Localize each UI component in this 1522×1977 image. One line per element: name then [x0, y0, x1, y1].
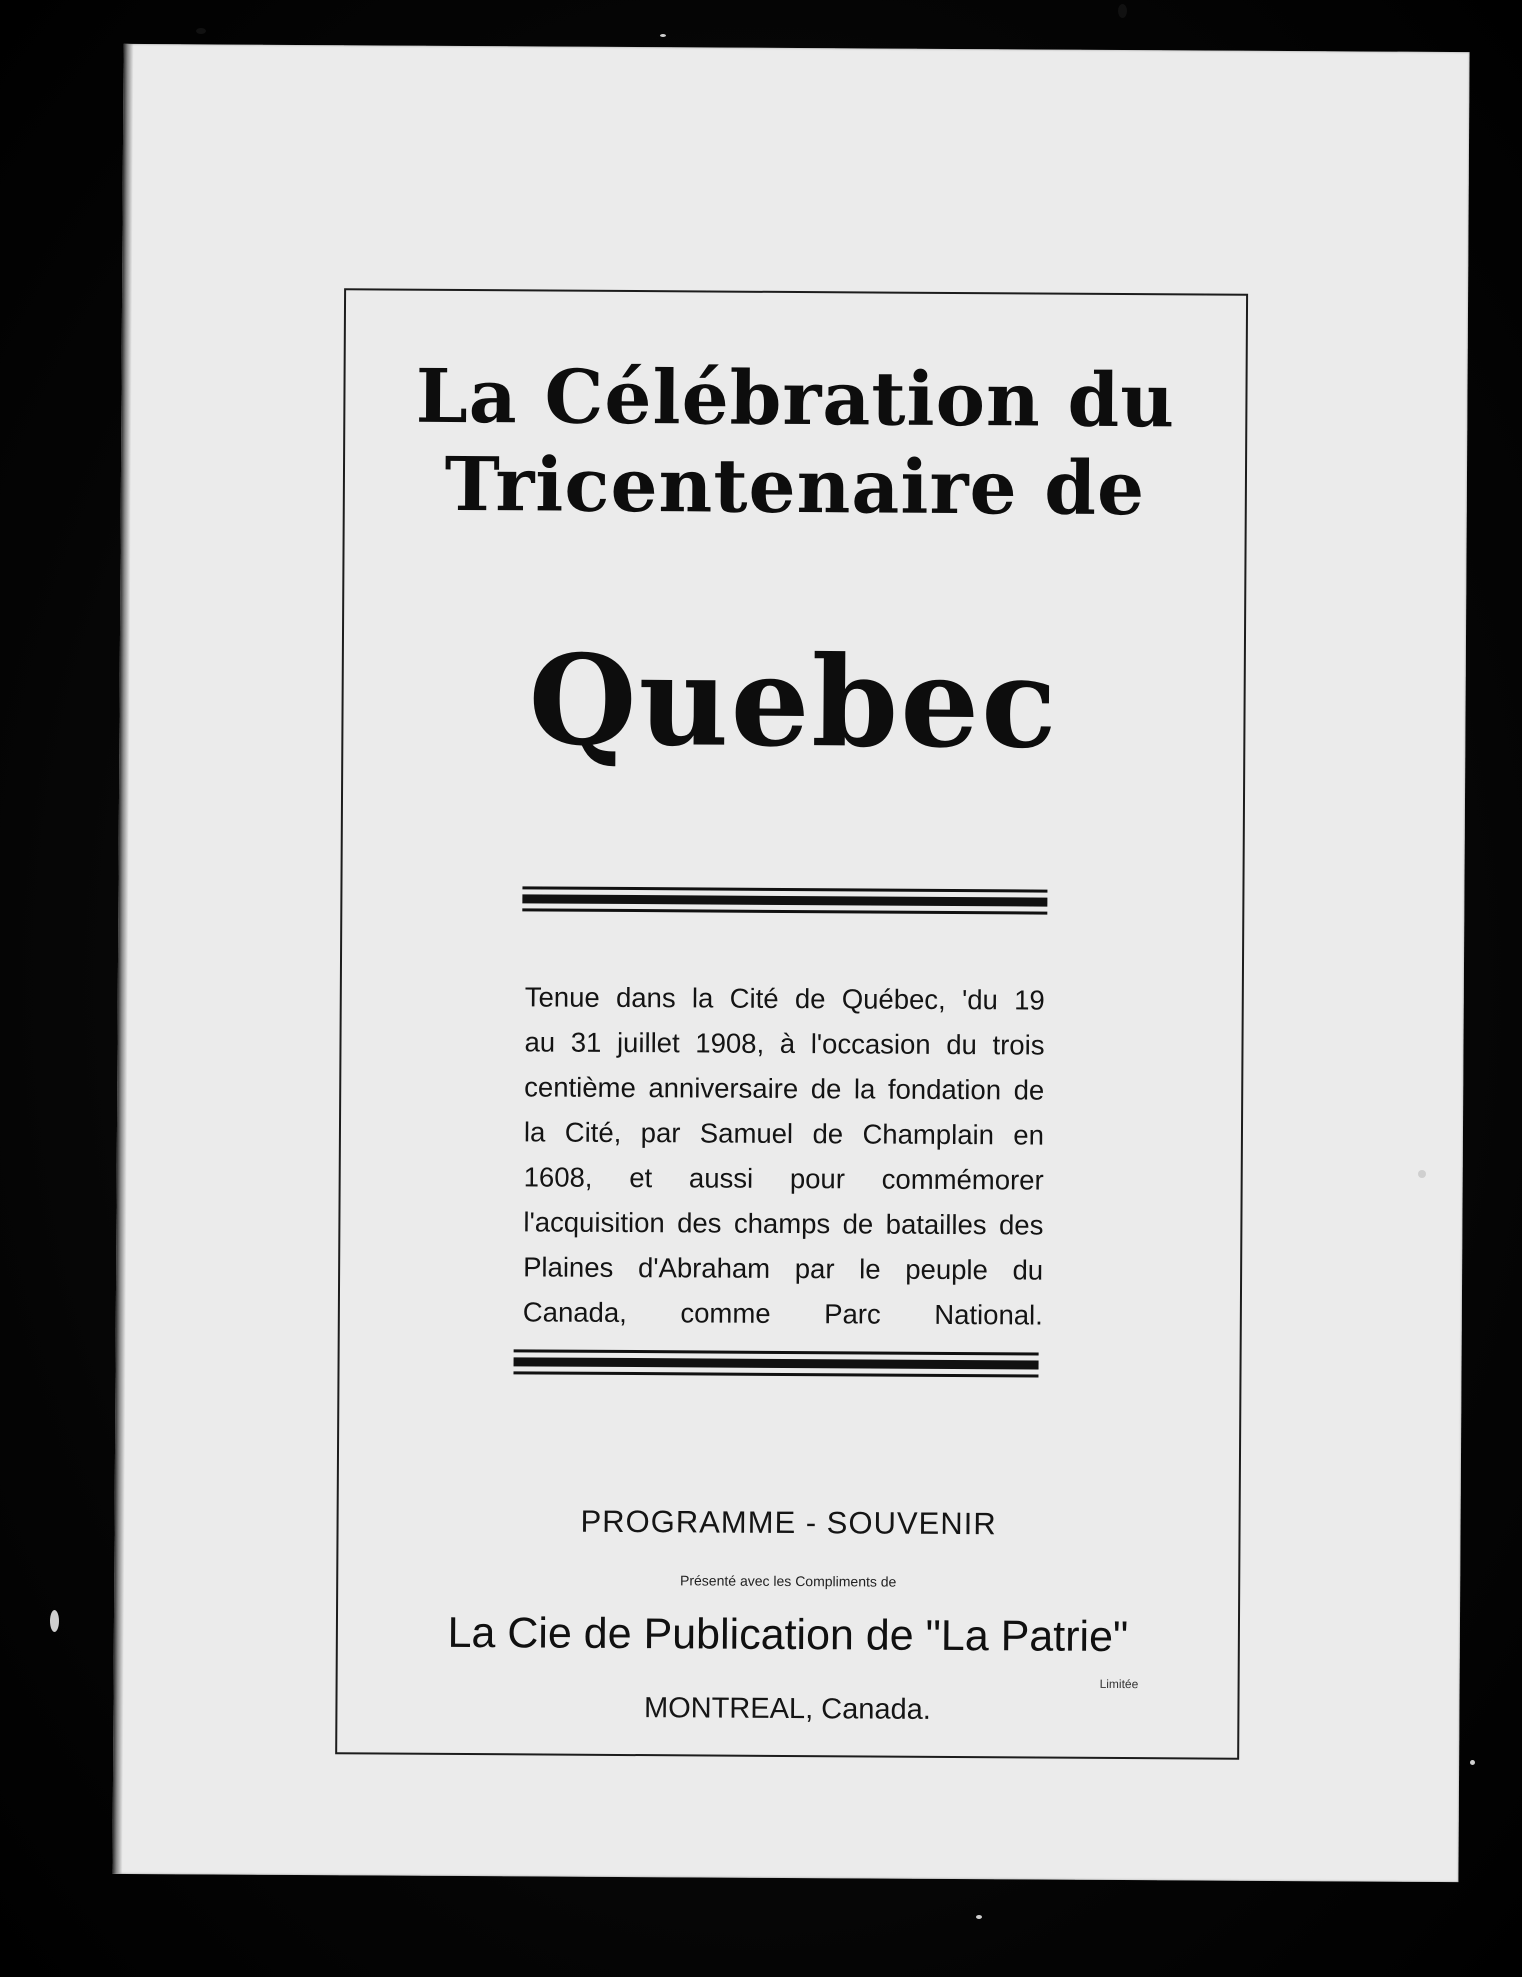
- rule-thin-line: [513, 1371, 1038, 1377]
- document-page: [112, 44, 1469, 1882]
- decorative-rule-bottom: [513, 1349, 1038, 1382]
- dust-speck: [196, 28, 206, 34]
- dust-speck: [1118, 4, 1127, 18]
- dust-speck: [660, 34, 666, 37]
- title-line-1: La Célébration du: [415, 353, 1176, 445]
- title-line-2: Tricentenaire de: [444, 441, 1146, 533]
- bordered-frame: [335, 288, 1248, 1759]
- presented-line: Présenté avec les Compliments de: [680, 1572, 897, 1590]
- paragraph-line: Tenue dans la Cité de Québec, 'du 19: [524, 981, 1045, 1016]
- paragraph-line: l'acquisition des champs de batailles des: [523, 1206, 1044, 1241]
- paragraph-line: la Cité, par Samuel de Champlain en: [523, 1116, 1045, 1151]
- paragraph-line: 1608, et aussi pour commémorer: [523, 1161, 1044, 1196]
- programme-heading: PROGRAMME - SOUVENIR: [580, 1503, 997, 1542]
- rule-thin-line: [522, 886, 1047, 892]
- rule-thick-line: [514, 1357, 1039, 1369]
- limitee-label: Limitée: [1099, 1676, 1139, 1692]
- publisher-name: La Cie de Publication de "La Patrie": [447, 1608, 1129, 1662]
- dust-speck: [1418, 1170, 1426, 1178]
- rule-thick-line: [522, 894, 1047, 906]
- paragraph-line: centième anniversaire de la fondation de: [524, 1071, 1045, 1106]
- city-line: MONTREAL, Canada.: [643, 1692, 931, 1726]
- rule-thin-line: [514, 1349, 1039, 1355]
- description-paragraph: [523, 974, 1045, 1337]
- title-quebec: Quebec: [528, 628, 1060, 777]
- rule-thin-line: [522, 908, 1047, 914]
- decorative-rule-top: [522, 886, 1047, 919]
- paragraph-line: Canada, comme Parc National.: [522, 1296, 1043, 1331]
- paragraph-line: Plaines d'Abraham par le peuple du: [523, 1251, 1044, 1286]
- dust-speck: [1470, 1760, 1475, 1765]
- dust-speck: [976, 1915, 982, 1919]
- paragraph-line: au 31 juillet 1908, à l'occasion du trois: [524, 1026, 1045, 1061]
- dust-speck: [50, 1610, 59, 1632]
